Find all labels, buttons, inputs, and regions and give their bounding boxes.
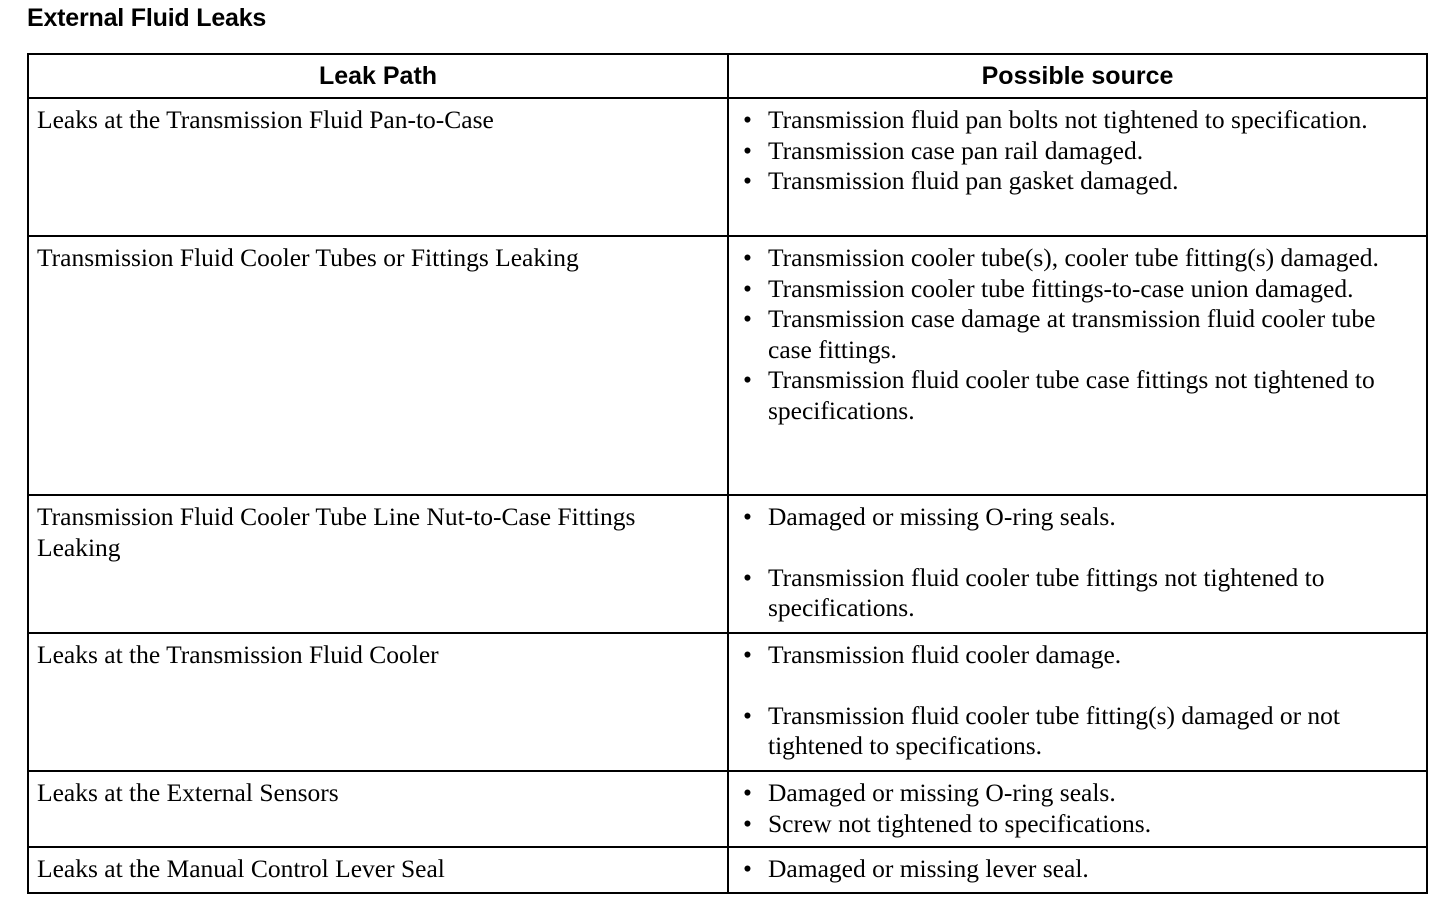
leak-path-cell: Leaks at the External Sensors	[28, 771, 728, 847]
possible-source-cell	[728, 98, 1427, 236]
leak-path-cell: Leaks at the Manual Control Lever Seal	[28, 847, 728, 893]
table-row	[28, 98, 1427, 236]
source-item: • Transmission fluid cooler tube fitting(s) damaged or not tightened to specifications.	[737, 701, 1418, 762]
source-item: • Transmission fluid cooler tube case fittings not tightened to specifications.	[737, 365, 1418, 426]
table-row	[28, 236, 1427, 495]
source-item: • Transmission fluid pan bolts not tightened to specification.	[737, 105, 1418, 136]
possible-source-cell	[728, 771, 1427, 847]
source-list	[737, 105, 1418, 197]
table-row	[28, 771, 1427, 847]
source-list	[737, 854, 1418, 885]
source-item: • Damaged or missing lever seal.	[737, 854, 1418, 885]
source-item: • Transmission cooler tube(s), cooler tube fitting(s) damaged.	[737, 243, 1418, 274]
header-possible-source: Possible source	[728, 54, 1427, 98]
source-list	[737, 640, 1418, 762]
table-header-row	[28, 54, 1427, 98]
source-item: • Transmission case pan rail damaged.	[737, 136, 1418, 167]
source-list	[737, 243, 1418, 426]
source-list	[737, 502, 1418, 624]
possible-source-cell	[728, 236, 1427, 495]
possible-source-cell	[728, 633, 1427, 771]
source-item: • Transmission fluid cooler tube fittings not tightened to specifications.	[737, 563, 1418, 624]
leaks-table	[27, 53, 1428, 894]
page-title: External Fluid Leaks	[27, 4, 267, 32]
possible-source-cell	[728, 847, 1427, 893]
source-item: • Transmission fluid pan gasket damaged.	[737, 166, 1418, 197]
table-row	[28, 633, 1427, 771]
leak-path-cell: Leaks at the Transmission Fluid Cooler	[28, 633, 728, 771]
header-leak-path: Leak Path	[28, 54, 728, 98]
possible-source-cell	[728, 495, 1427, 633]
source-item: • Transmission fluid cooler damage.	[737, 640, 1418, 671]
table-row	[28, 495, 1427, 633]
table-row	[28, 847, 1427, 893]
source-item: • Damaged or missing O-ring seals.	[737, 502, 1418, 533]
source-item: • Screw not tightened to specifications.	[737, 809, 1418, 840]
source-item: • Transmission cooler tube fittings-to-case union damaged.	[737, 274, 1418, 305]
leak-path-cell: Transmission Fluid Cooler Tubes or Fittings Leaking	[28, 236, 728, 495]
source-list	[737, 778, 1418, 839]
source-item: • Damaged or missing O-ring seals.	[737, 778, 1418, 809]
leak-path-cell: Transmission Fluid Cooler Tube Line Nut-to-Case Fittings Leaking	[28, 495, 728, 633]
source-item: • Transmission case damage at transmission fluid cooler tube case fittings.	[737, 304, 1418, 365]
leak-path-cell: Leaks at the Transmission Fluid Pan-to-Case	[28, 98, 728, 236]
